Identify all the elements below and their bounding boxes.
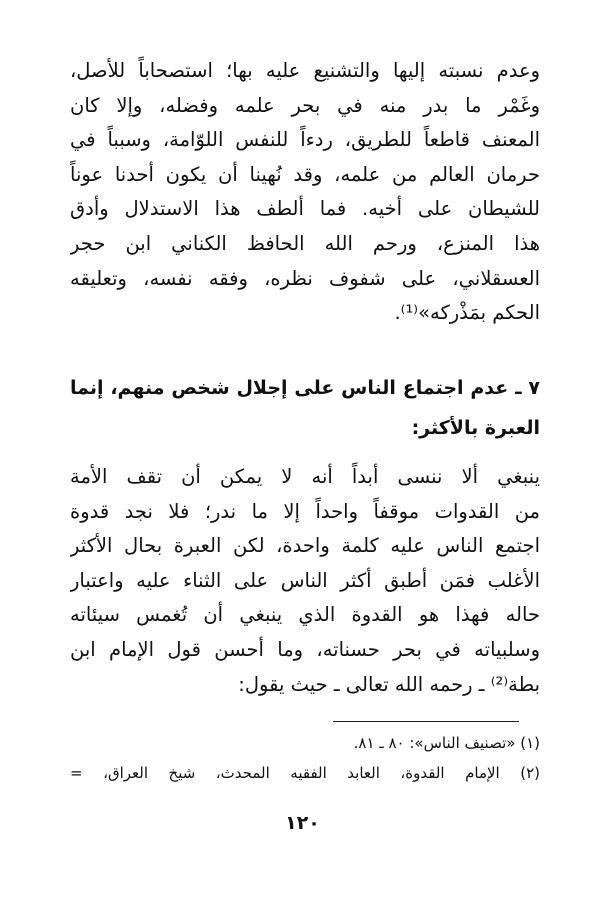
text-line: بطة⁽²⁾ ـ رحمه الله تعالى ـ حيث يقول: [238, 672, 540, 696]
text-line: المعنف قاطعاً للطريق، ردءاً للنفس اللوّامة، وسبباً في [70, 128, 540, 152]
text-line: من القدوات موقفاً واحداً إلا ما ندر؛ فلا نجد قدوة [70, 499, 540, 523]
section-heading [70, 368, 540, 448]
footnote-1: (١) «تصنيف الناس»: ٨٠ ـ ٨١. [353, 734, 540, 752]
text-line: وغَمْر ما بدر منه في بحر علمه وفضله، وإلا كان [70, 93, 540, 117]
footnote-2: (٢) الإمام القدوة، العابد الفقيه المحدث، شيخ العراق، = [70, 764, 540, 782]
text-line: اجتمع الناس عليه كلمة واحدة، لكن العبرة بحال الأكثر [70, 534, 540, 558]
footnotes [70, 728, 540, 788]
page-number: ١٢٠ [285, 812, 320, 834]
paragraph-body [70, 460, 540, 702]
text-line: الأغلب فمَن أطبق أكثر الناس على الثناء عليه واعتبار [70, 568, 540, 592]
text-line: هذا المنزع، ورحم الله الحافظ الكناني ابن حجر [70, 231, 540, 255]
heading-line: العبرة بالأكثر: [411, 417, 540, 439]
text-line: الحكم بمَذْركه»⁽¹⁾. [394, 301, 540, 325]
text-line: حرمان العالم من علمه، وقد نُهينا أن يكون أحدنا عوناً [70, 162, 540, 186]
paragraph-continuation [70, 54, 540, 331]
text-line: وسلبياته في بحر حسناته، وما أحسن قول الإمام ابن [70, 637, 540, 661]
footnote-divider [333, 721, 519, 722]
text-line: العسقلاني، على شفوف نظره، وفقه نفسه، وتعليقه [70, 266, 540, 290]
text-line: حاله فهذا هو القدوة الذي ينبغي أن تُغمس سيئاته [70, 603, 540, 627]
heading-line: ٧ ـ عدم اجتماع الناس على إجلال شخص منهم، إنما [70, 377, 540, 399]
text-line: ينبغي ألا ننسى أبداً أنه لا يمكن أن تقف الأمة [70, 465, 540, 488]
text-line: وعدم نسبته إليها والتشنيع عليه بها؛ استصحاباً للأصل، [70, 59, 540, 82]
text-line: للشيطان على أخيه. فما ألطف هذا الاستدلال وأدق [70, 197, 540, 221]
